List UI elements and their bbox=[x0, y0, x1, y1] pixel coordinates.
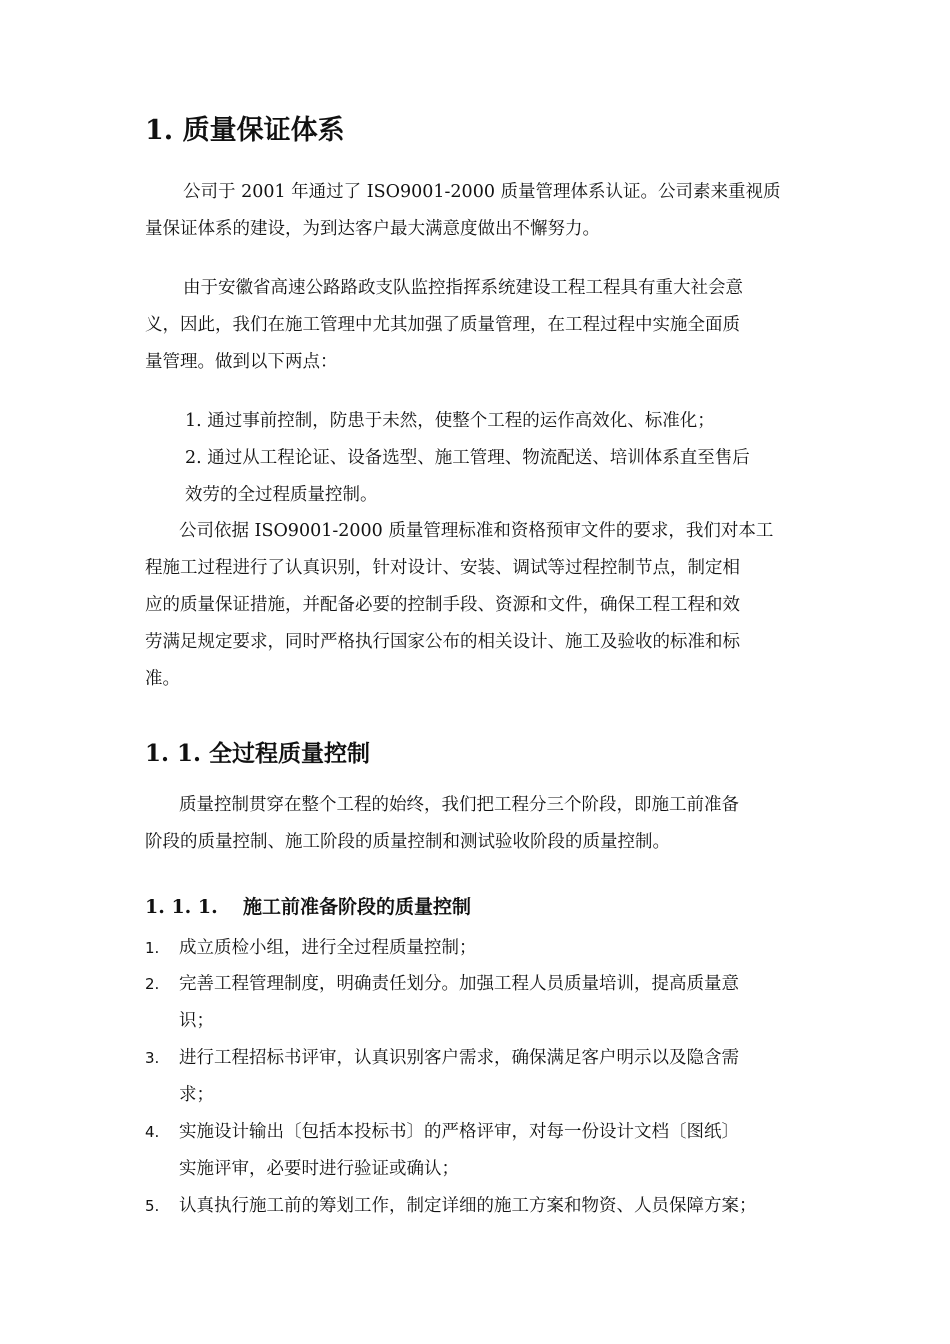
text-line: 程施工过程进行了认真识别，针对设计、安装、调试等过程控制节点，制定相 bbox=[145, 558, 740, 578]
text-line: 公司于 2001 年通过了 ISO9001-2000 质量管理体系认证。公司素来重视质 bbox=[183, 182, 781, 202]
list-item bbox=[145, 1114, 825, 1188]
list-number: 1. bbox=[145, 939, 160, 957]
list-item bbox=[145, 1188, 825, 1225]
heading-3-number: 1. 1. 1. bbox=[145, 896, 218, 918]
text-line: 义，因此，我们在施工管理中尤其加强了质量管理，在工程过程中实施全面质 bbox=[145, 315, 740, 335]
intro-paragraph-2 bbox=[145, 270, 810, 381]
text-line: 质量控制贯穿在整个工程的始终，我们把工程分三个阶段，即施工前准备 bbox=[179, 795, 739, 815]
text-line: 识； bbox=[179, 1011, 214, 1031]
text-line: 1. 通过事前控制，防患于未然，使整个工程的运作高效化、标准化； bbox=[185, 411, 715, 431]
text-line: 由于安徽省高速公路路政支队监控指挥系统建设工程工程具有重大社会意 bbox=[183, 278, 743, 298]
list-item bbox=[145, 930, 825, 967]
intro-paragraph-3 bbox=[145, 513, 810, 698]
heading-3 bbox=[145, 892, 471, 919]
section2-paragraph bbox=[145, 787, 810, 861]
text-line: 实施评审，必要时进行验证或确认； bbox=[179, 1159, 459, 1179]
list-number: 2. bbox=[145, 975, 160, 993]
list-number: 5. bbox=[145, 1197, 160, 1215]
heading-2: 1. 1. 全过程质量控制 bbox=[145, 740, 371, 767]
heading-3-title: 施工前准备阶段的质量控制 bbox=[243, 896, 472, 918]
text-line: 认真执行施工前的筹划工作，制定详细的施工方案和物资、人员保障方案； bbox=[179, 1196, 757, 1216]
text-line: 进行工程招标书评审，认真识别客户需求，确保满足客户明示以及隐含需 bbox=[179, 1048, 739, 1068]
text-line: 量保证体系的建设，为到达客户最大满意度做出不懈努力。 bbox=[145, 219, 600, 239]
text-line: 效劳的全过程质量控制。 bbox=[185, 485, 378, 505]
text-line: 完善工程管理制度，明确责任划分。加强工程人员质量培训，提高质量意 bbox=[179, 974, 739, 994]
text-line: 2. 通过从工程论证、设备选型、施工管理、物流配送、培训体系直至售后 bbox=[185, 448, 750, 468]
text-line: 实施设计输出〔包括本投标书〕的严格评审，对每一份设计文档〔图纸〕 bbox=[179, 1122, 739, 1142]
text-line: 应的质量保证措施，并配备必要的控制手段、资源和文件，确保工程工程和效 bbox=[145, 595, 740, 615]
text-line: 公司依据 ISO9001-2000 质量管理标准和资格预审文件的要求，我们对本工 bbox=[179, 521, 774, 541]
intro-paragraph-1 bbox=[145, 174, 810, 248]
text-line: 量管理。做到以下两点： bbox=[145, 352, 338, 372]
text-line: 准。 bbox=[145, 669, 180, 689]
key-point-1 bbox=[185, 403, 825, 440]
text-line: 阶段的质量控制、施工阶段的质量控制和测试验收阶段的质量控制。 bbox=[145, 832, 670, 852]
list-item bbox=[145, 1040, 825, 1114]
list-number: 4. bbox=[145, 1123, 160, 1141]
text-line: 成立质检小组，进行全过程质量控制； bbox=[179, 938, 477, 958]
list-number: 3. bbox=[145, 1049, 160, 1067]
heading-1: 1. 质量保证体系 bbox=[145, 115, 345, 146]
text-line: 求； bbox=[179, 1085, 214, 1105]
key-point-2 bbox=[185, 440, 825, 514]
list-item bbox=[145, 966, 825, 1040]
text-line: 劳满足规定要求，同时严格执行国家公布的相关设计、施工及验收的标准和标 bbox=[145, 632, 740, 652]
